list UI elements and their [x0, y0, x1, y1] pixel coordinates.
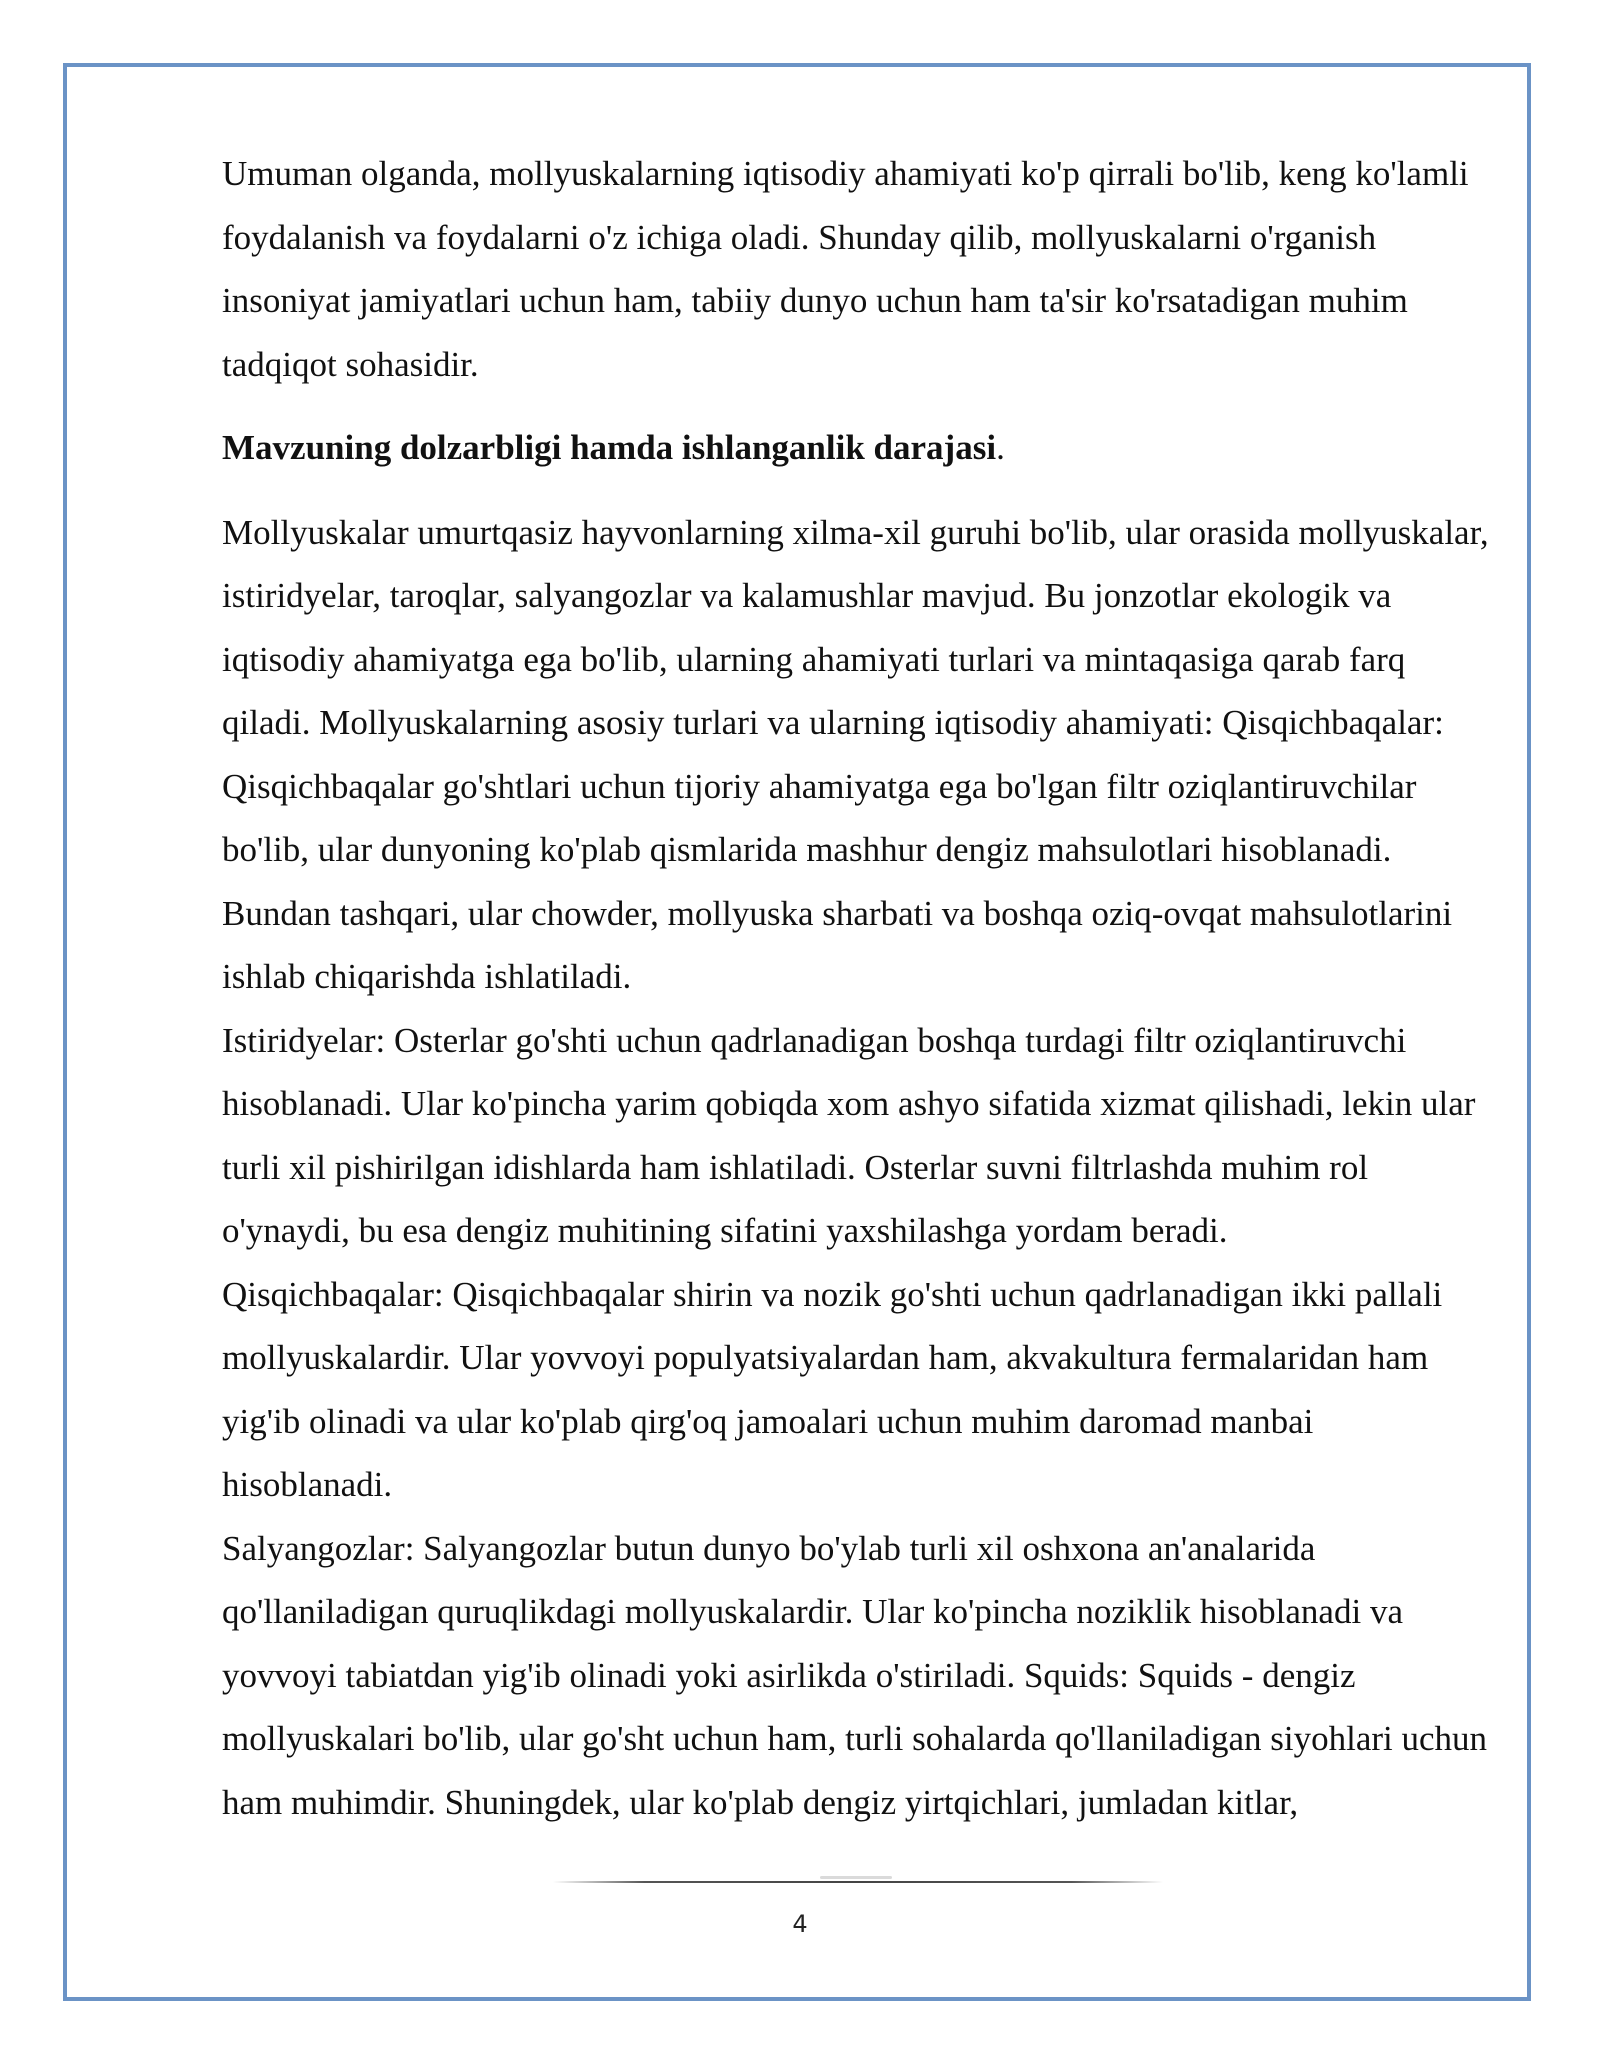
section-heading [222, 416, 1492, 480]
body-paragraph: Istiridyelar: Osterlar go'shti uchun qadrlanadigan boshqa turdagi filtr oziqlantiruvchi hisoblanadi. Ular ko'pincha yarim qobiqda xom ashyo sifatida xizmat qilishadi, lekin ular turli xil pishirilgan idishlarda ham ishlatiladi. Osterlar suvni filtrlashda muhim rol o'ynaydi, bu esa dengiz muhitining sifatini yaxshilashga yordam beradi. [222, 1020, 1476, 1250]
document-body [222, 142, 1492, 1834]
page-number: 4 [792, 1910, 808, 1938]
section-heading-text: Mavzuning dolzarbligi hamda ishlanganlik darajasi [222, 428, 997, 467]
intro-paragraph: Umuman olganda, mollyuskalarning iqtisodiy ahamiyati ko'p qirrali bo'lib, keng ko'lamli foydalanish va foydalarni o'z ichiga oladi. Shunday qilib, mollyuskalarni o'rganish insoniyat jamiyatlari uchun ham, tabiiy dunyo uchun ham ta'sir ko'rsatadigan muhim tadqiqot sohasidir. [222, 154, 1469, 384]
body-paragraph: Mollyuskalar umurtqasiz hayvonlarning xilma-xil guruhi bo'lib, ular orasida mollyuskalar, istiridyelar, taroqlar, salyangozlar va kalamushlar mavjud. Bu jonzotlar ekologik va iqtisodiy ahamiyatga ega bo'lib, ularning ahamiyati turlari va mintaqasiga qarab farq qiladi. Mollyuskalarning asosiy turlari va ularning iqtisodiy ahamiyati: Qisqichbaqalar: Qisqichbaqalar go'shtlari uchun tijoriy ahamiyatga ega bo'lgan filtr oziqlantiruvchilar bo'lib, ular dunyoning ko'plab qismlarida mashhur dengiz mahsulotlari hisoblanadi. Bundan tashqari, ular chowder, mollyuska sharbati va boshqa oziq-ovqat mahsulotlarini ishlab chiqarishda ishlatiladi. [222, 512, 1489, 996]
body-paragraph: Salyangozlar: Salyangozlar butun dunyo bo'ylab turli xil oshxona an'analarida qo'llaniladigan quruqlikdagi mollyuskalardir. Ular ko'pincha noziklik hisoblanadi va yovvoyi tabiatdan yig'ib olinadi yoki asirlikda o'stiriladi. Squids: Squids - dengiz mollyuskalari bo'lib, ular go'sht uchun ham, turli sohalarda qo'llaniladigan siyohlari uchun ham muhimdir. Shuningdek, ular ko'plab dengiz yirtqichlari, jumladan kitlar, [222, 1528, 1488, 1822]
body-paragraph: Qisqichbaqalar: Qisqichbaqalar shirin va nozik go'shti uchun qadrlanadigan ikki pallali mollyuskalardir. Ular yovvoyi populyatsiyalardan ham, akvakultura fermalaridan ham yig'ib olinadi va ular ko'plab qirg'oq jamoalari uchun muhim daromad manbai hisoblanadi. [222, 1274, 1443, 1504]
footer-rule-shadow [820, 1876, 892, 1879]
section-heading-period: . [996, 428, 1005, 467]
footer-divider [553, 1881, 1163, 1883]
